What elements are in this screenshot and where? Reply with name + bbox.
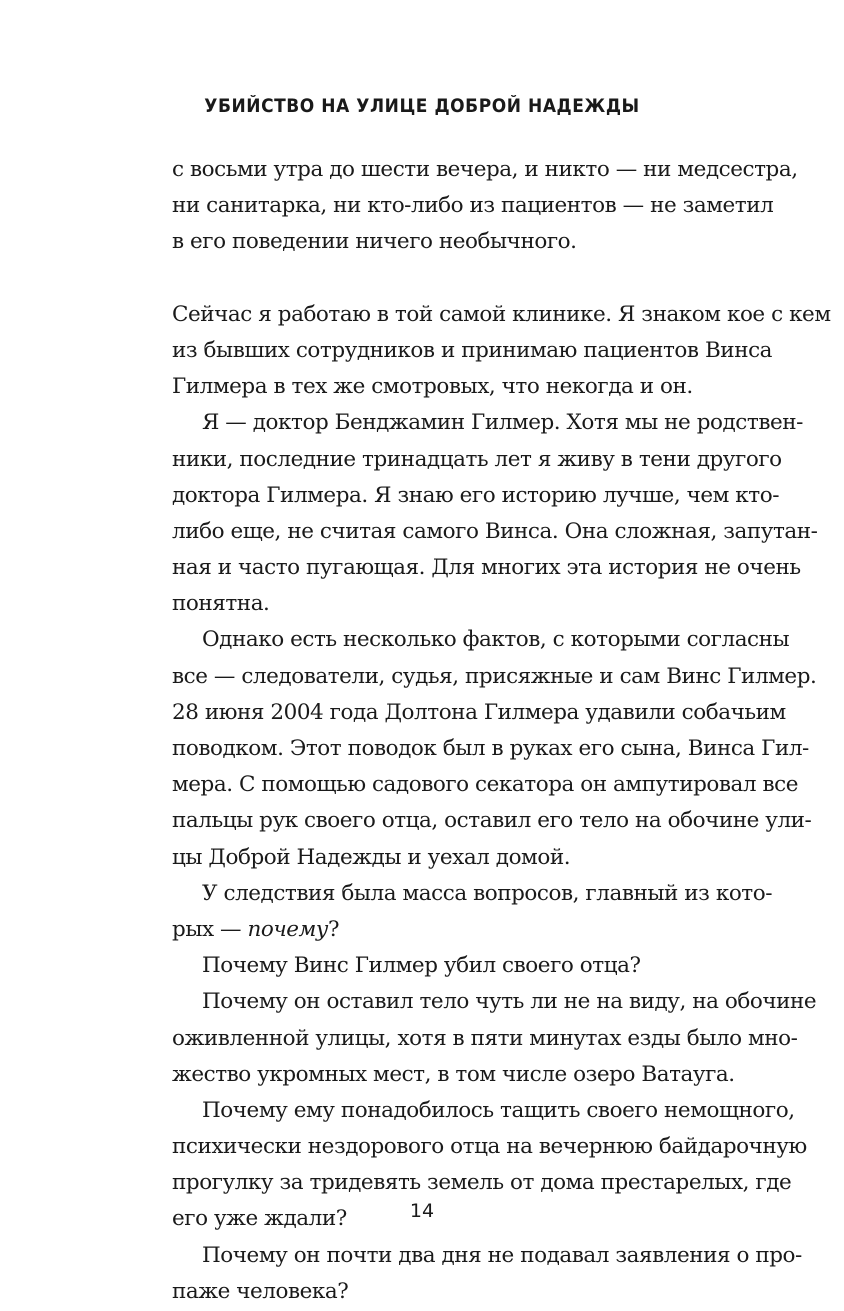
text-line: оживленной улицы, хотя в пяти минутах езды было мно-	[172, 1025, 798, 1051]
running-head: УБИЙСТВО НА УЛИЦЕ ДОБРОЙ НАДЕЖДЫ	[204, 96, 640, 117]
text-line: понятна.	[172, 591, 270, 617]
text-line: поводком. Этот поводок был в руках его сына, Винса Гил-	[172, 736, 809, 761]
text-line	[172, 912, 757, 948]
text-line: жество укромных мест, в том числе озеро Ватауга.	[172, 1061, 735, 1087]
text-line: Гилмера в тех же смотровых, что некогда и он.	[172, 374, 693, 400]
text-line: ная и часто пугающая. Для многих эта история не очень	[172, 555, 801, 581]
text-run: рых —	[172, 916, 248, 942]
text-run: ?	[327, 916, 340, 942]
section-break	[172, 261, 757, 297]
text-line: все — следователи, судья, присяжные и сам Винс Гилмер.	[172, 663, 817, 689]
text-line: либо еще, не считая самого Винса. Она сложная, запутан-	[172, 518, 818, 544]
text-line: 28 июня 2004 года Долтона Гилмера удавили собачьим	[172, 699, 786, 725]
text-line: Однако есть несколько фактов, с которыми согласны	[202, 627, 790, 653]
text-line: цы Доброй Надежды и уехал домой.	[172, 844, 571, 870]
text-line: Сейчас я работаю в той самой клинике. Я знаком кое с кем	[172, 301, 831, 327]
text-line: в его поведении ничего необычного.	[172, 229, 577, 255]
text-line: из бывших сотрудников и принимаю пациентов Винса	[172, 337, 773, 363]
text-line: ни санитарка, ни кто-либо из пациентов — не заметил	[172, 193, 774, 219]
text-line: Почему Винс Гилмер убил своего отца?	[202, 953, 641, 979]
page-number: 14	[409, 1200, 435, 1222]
text-line: прогулку за тридевять земель от дома престарелых, где	[172, 1170, 792, 1196]
text-line: пальцы рук своего отца, оставил его тело на обочине ули-	[172, 808, 812, 834]
text-line: с восьми утра до шести вечера, и никто — ни медсестра,	[172, 157, 798, 182]
text-line: психически нездорового отца на вечернюю байдарочную	[172, 1134, 807, 1160]
text-line: мера. С помощью садового секатора он ампутировал все	[172, 772, 799, 798]
text-line: У следствия была масса вопросов, главный из кото-	[202, 880, 773, 906]
text-line: ники, последние тринадцать лет я живу в тени другого	[172, 446, 782, 472]
text-line: доктора Гилмера. Я знаю его историю лучше, чем кто-	[172, 482, 780, 508]
text-line: паже человека?	[172, 1278, 349, 1304]
text-line: Почему ему понадобилось тащить своего немощного,	[202, 1097, 795, 1123]
text-line: Почему он оставил тело чуть ли не на виду, на обочине	[202, 989, 817, 1015]
text-line: Почему он почти два дня не подавал заявления о про-	[202, 1242, 802, 1268]
body-text	[172, 152, 831, 1310]
text-line: его уже ждали?	[172, 1206, 347, 1232]
text-line: Я — доктор Бенджамин Гилмер. Хотя мы не родствен-	[202, 410, 803, 436]
italic-word: почему	[247, 916, 328, 942]
